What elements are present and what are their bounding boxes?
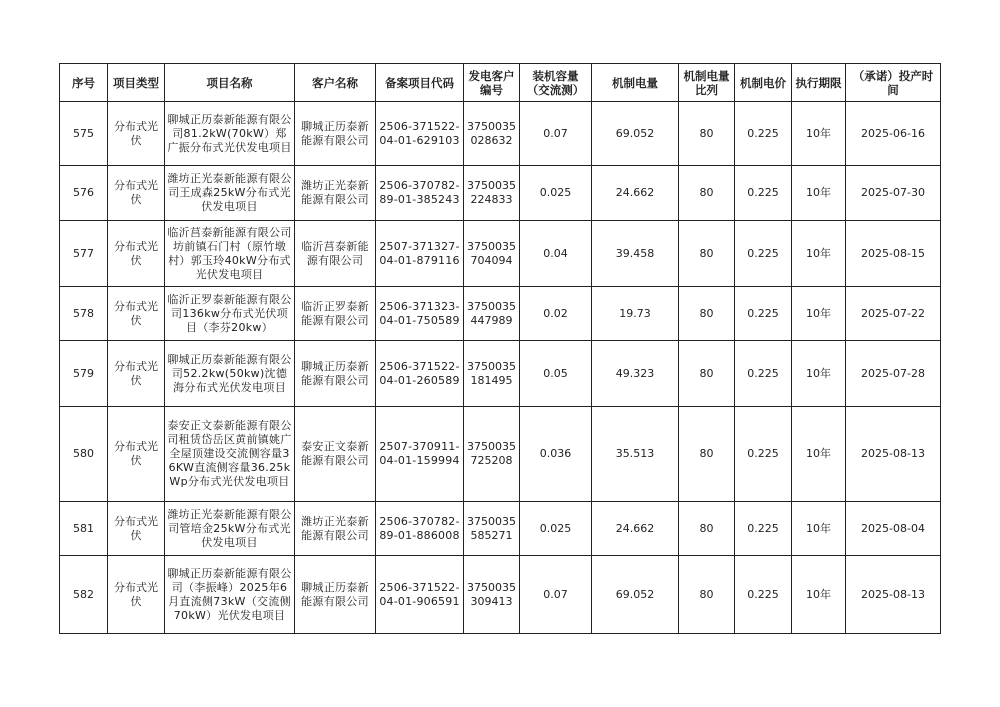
cell-no: 576	[60, 166, 108, 221]
cell-capacity: 0.025	[520, 502, 592, 556]
table-row	[60, 502, 941, 556]
header-cell: 执行期限	[792, 64, 846, 102]
cell-no: 575	[60, 102, 108, 166]
cell-project: 临沂正罗泰新能源有限公司136kw分布式光伏项目（李芬20kw）	[165, 287, 295, 341]
header-cell: （承诺）投产时间	[846, 64, 941, 102]
cell-capacity: 0.05	[520, 341, 592, 407]
cell-customer-no: 3750035447989	[464, 287, 520, 341]
cell-type: 分布式光伏	[108, 502, 165, 556]
cell-customer-no: 3750035704094	[464, 221, 520, 287]
header-cell: 装机容量（交流测）	[520, 64, 592, 102]
cell-power: 49.323	[592, 341, 679, 407]
cell-price: 0.225	[735, 556, 792, 634]
cell-no: 577	[60, 221, 108, 287]
header-cell: 项目类型	[108, 64, 165, 102]
cell-capacity: 0.02	[520, 287, 592, 341]
cell-code: 2506-371522-04-01-906591	[376, 556, 464, 634]
cell-power: 24.662	[592, 166, 679, 221]
cell-term: 10年	[792, 502, 846, 556]
cell-customer-no: 3750035725208	[464, 407, 520, 502]
cell-date: 2025-08-15	[846, 221, 941, 287]
header-cell: 发电客户编号	[464, 64, 520, 102]
cell-ratio: 80	[679, 287, 735, 341]
header-row	[60, 64, 941, 102]
header-cell: 机制电量	[592, 64, 679, 102]
cell-type: 分布式光伏	[108, 102, 165, 166]
cell-customer-no: 3750035585271	[464, 502, 520, 556]
cell-no: 582	[60, 556, 108, 634]
cell-term: 10年	[792, 341, 846, 407]
cell-no: 579	[60, 341, 108, 407]
cell-no: 580	[60, 407, 108, 502]
cell-code: 2507-371327-04-01-879116	[376, 221, 464, 287]
cell-price: 0.225	[735, 221, 792, 287]
header-cell: 项目名称	[165, 64, 295, 102]
cell-term: 10年	[792, 407, 846, 502]
cell-date: 2025-07-22	[846, 287, 941, 341]
cell-project: 聊城正历泰新能源有限公司81.2kW(70kW）郑广振分布式光伏发电项目	[165, 102, 295, 166]
cell-type: 分布式光伏	[108, 287, 165, 341]
cell-price: 0.225	[735, 287, 792, 341]
project-table	[59, 63, 941, 634]
cell-project: 聊城正历泰新能源有限公司（李振峰）2025年6月直流侧73kW（交流侧70kW）光伏发电项目	[165, 556, 295, 634]
cell-project: 潍坊正光泰新能源有限公司王成森25kW分布式光伏发电项目	[165, 166, 295, 221]
cell-code: 2506-371323-04-01-750589	[376, 287, 464, 341]
cell-type: 分布式光伏	[108, 556, 165, 634]
cell-project: 潍坊正光泰新能源有限公司管培金25kW分布式光伏发电项目	[165, 502, 295, 556]
table-row	[60, 341, 941, 407]
table-row	[60, 221, 941, 287]
table-row	[60, 102, 941, 166]
cell-ratio: 80	[679, 102, 735, 166]
cell-ratio: 80	[679, 407, 735, 502]
cell-type: 分布式光伏	[108, 407, 165, 502]
table-row	[60, 287, 941, 341]
cell-capacity: 0.036	[520, 407, 592, 502]
cell-customer-no: 3750035309413	[464, 556, 520, 634]
cell-code: 2507-370911-04-01-159994	[376, 407, 464, 502]
cell-price: 0.225	[735, 407, 792, 502]
cell-type: 分布式光伏	[108, 221, 165, 287]
cell-term: 10年	[792, 287, 846, 341]
cell-type: 分布式光伏	[108, 166, 165, 221]
table-row	[60, 407, 941, 502]
cell-ratio: 80	[679, 502, 735, 556]
cell-date: 2025-07-30	[846, 166, 941, 221]
cell-customer: 聊城正历泰新能源有限公司	[295, 556, 376, 634]
table-row	[60, 166, 941, 221]
cell-capacity: 0.07	[520, 102, 592, 166]
cell-power: 35.513	[592, 407, 679, 502]
cell-code: 2506-370782-89-01-886008	[376, 502, 464, 556]
header-cell: 机制电价	[735, 64, 792, 102]
header-cell: 客户名称	[295, 64, 376, 102]
cell-ratio: 80	[679, 166, 735, 221]
cell-customer: 潍坊正光泰新能源有限公司	[295, 166, 376, 221]
cell-customer-no: 3750035028632	[464, 102, 520, 166]
cell-date: 2025-08-13	[846, 407, 941, 502]
cell-customer: 泰安正文泰新能源有限公司	[295, 407, 376, 502]
cell-date: 2025-06-16	[846, 102, 941, 166]
cell-customer: 临沂正罗泰新能源有限公司	[295, 287, 376, 341]
cell-power: 69.052	[592, 556, 679, 634]
table-row	[60, 556, 941, 634]
cell-capacity: 0.025	[520, 166, 592, 221]
cell-term: 10年	[792, 221, 846, 287]
cell-customer-no: 3750035181495	[464, 341, 520, 407]
cell-customer: 临沂莒泰新能源有限公司	[295, 221, 376, 287]
cell-term: 10年	[792, 166, 846, 221]
cell-project: 聊城正历泰新能源有限公司52.2kw(50kw)沈德海分布式光伏发电项目	[165, 341, 295, 407]
cell-date: 2025-08-04	[846, 502, 941, 556]
cell-power: 19.73	[592, 287, 679, 341]
cell-ratio: 80	[679, 221, 735, 287]
header-cell: 序号	[60, 64, 108, 102]
cell-customer: 聊城正历泰新能源有限公司	[295, 341, 376, 407]
cell-term: 10年	[792, 102, 846, 166]
cell-customer-no: 3750035224833	[464, 166, 520, 221]
cell-no: 578	[60, 287, 108, 341]
cell-power: 69.052	[592, 102, 679, 166]
cell-code: 2506-371522-04-01-629103	[376, 102, 464, 166]
cell-customer: 潍坊正光泰新能源有限公司	[295, 502, 376, 556]
cell-term: 10年	[792, 556, 846, 634]
cell-power: 39.458	[592, 221, 679, 287]
cell-capacity: 0.04	[520, 221, 592, 287]
cell-project: 泰安正文泰新能源有限公司租赁岱岳区黄前镇姚广全屋顶建设交流侧容量36KW直流侧容量36.25kWp分布式光伏发电项目	[165, 407, 295, 502]
cell-ratio: 80	[679, 556, 735, 634]
cell-price: 0.225	[735, 102, 792, 166]
cell-no: 581	[60, 502, 108, 556]
cell-date: 2025-08-13	[846, 556, 941, 634]
cell-price: 0.225	[735, 341, 792, 407]
cell-capacity: 0.07	[520, 556, 592, 634]
cell-power: 24.662	[592, 502, 679, 556]
cell-customer: 聊城正历泰新能源有限公司	[295, 102, 376, 166]
cell-ratio: 80	[679, 341, 735, 407]
cell-price: 0.225	[735, 502, 792, 556]
header-cell: 机制电量比列	[679, 64, 735, 102]
cell-project: 临沂莒泰新能源有限公司坊前镇石门村（原竹墩村）郭玉玲40kW分布式光伏发电项目	[165, 221, 295, 287]
cell-date: 2025-07-28	[846, 341, 941, 407]
cell-code: 2506-371522-04-01-260589	[376, 341, 464, 407]
cell-price: 0.225	[735, 166, 792, 221]
cell-code: 2506-370782-89-01-385243	[376, 166, 464, 221]
cell-type: 分布式光伏	[108, 341, 165, 407]
header-cell: 备案项目代码	[376, 64, 464, 102]
